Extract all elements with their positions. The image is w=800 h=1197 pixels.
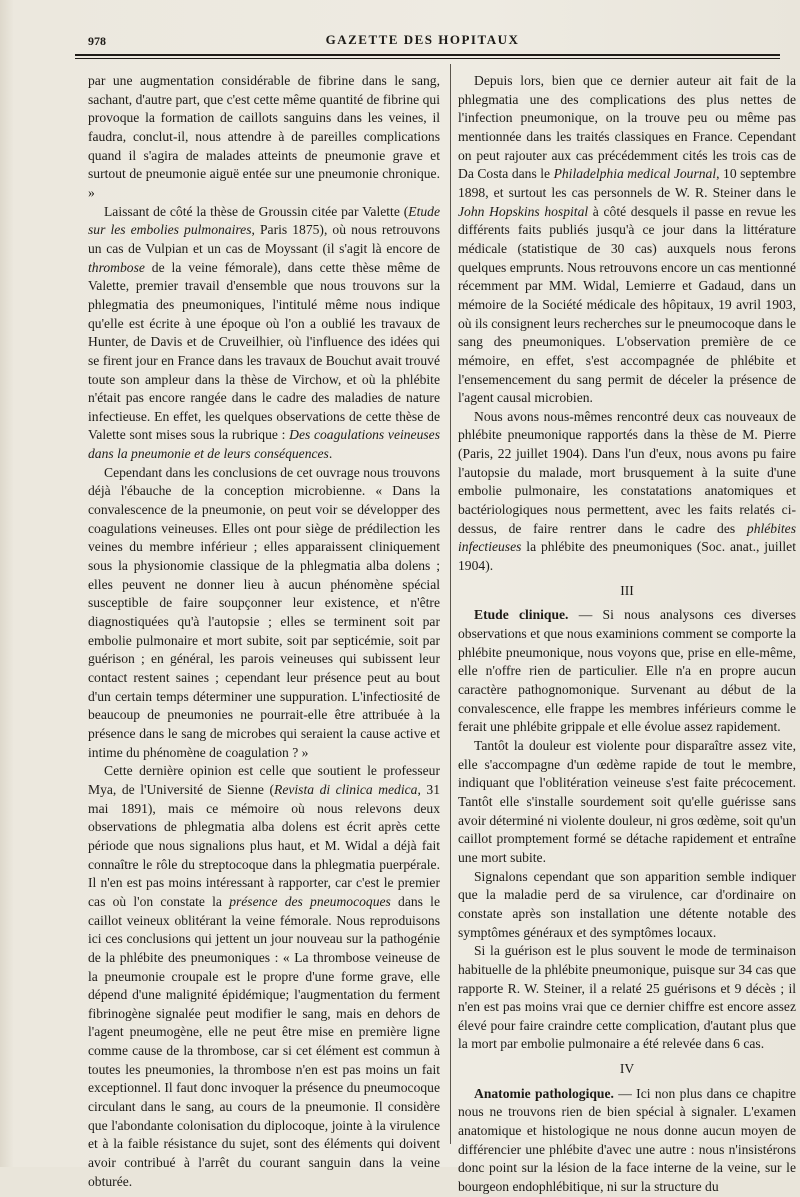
- paragraph: par une augmentation considérable de fibrine dans le sang, sachant, d'autre part, que c'est cette même quantité de fibrine qui provoque la formation de caillots sanguins dans les veines, il faudra, conclut-il, nous attendre à de pareilles complications quand il s'agira de malades atteints de pneumonie grave et surtout de pneumonie aiguë entée sur une pneumonie chronique. »: [88, 73, 440, 200]
- paragraph: Tantôt la douleur est violente pour disparaître assez vite, elle s'accompagne d'un œdème rapide de tout le membre, indiquant que l'oblitération veineuse s'est faite précocement. Tantôt elle s'installe sourdement soit qu'elle guérisse sans avoir déterminé ni violente douleur, ni gros œdème, soit qu'un caillot promptement formé se détache rapidement et entraîne une mort subite.: [458, 737, 796, 865]
- paragraph: Cependant dans les conclusions de cet ouvrage nous trouvons déjà l'ébauche de la conception microbienne. « Dans la convalescence de la pneumonie, on peut voir se développer des coagulations veineuses. Elles ont pour siège de prédilection les veines du membre inférieur ; elles apparaissent cliniquement sous la physionomie classique de la phlegmatia alba dolens ; elles peuvent ne donner lieu à aucun phénomène spécial susceptible de faire soupçonner leur existence, et n'être diagnostiquées qu'à l'autopsie ; elles se terminent soit par embolie pulmonaire et mort subite, soit par septicémie, soit par guérison ; en général, les parois veineuses qui subissent leur contact restent saines ; cependant leur présence peut au bout d'un certain temps déterminer une suppuration. L'infectiosité de beaucoup de pneumonies ne pourrait-elle être attribuée à la présence dans le sang de microbes qui seraient la cause active et intime du phénomène de coagulation ? »: [88, 464, 440, 760]
- paragraph: Etude clinique. — Si nous analysons ces diverses observations et que nous examinions comment se comporte la phlébite pneumonique, nous voyons que, prise en elle-même, elle n'offre rien de particulier. Elle n'a en propre aucun caractère pathognomonique. Survenant au début de la convalescence, elle frappe les membres inférieurs comme le ferait une phlébite grippale et elle évolue assez rapidement.: [458, 607, 796, 735]
- header-rule: [75, 54, 780, 56]
- page-number: 978: [88, 34, 106, 48]
- column-divider: [450, 64, 451, 1144]
- paragraph: Cette dernière opinion est celle que soutient le professeur Mya, de l'Université de Sienne (Revista di clinica medica, 31 mai 1891), mais ce mémoire où nous relevons deux observations de phlegmatia alba dolens est écrit après cette période que nous signalions plus haut, et M. Widal a déjà fait connaître le rôle du streptocoque dans la phlegmatia puerpérale. Il n'en est pas moins intéressant à rapporter, car c'est le premier cas où l'on constate la présence des pneumocoques dans le caillot veineux oblitérant la veine fémorale. Nous reproduisons ici ces conclusions qui jettent un jour nouveau sur la pathogénie de la phlébite des pneumoniques : « La thrombose veineuse de la pneumonie croupale est le propre d'une forme grave, elle dépend d'une malignité épidémique; l'augmentation du ferment fibrinogène signalée peut modifier le sang, mais en dehors de l'agent pneumogène, elle ne peut être mise en première ligne comme cause de la thrombose, car si cet élément est commun à toutes les pneumonies, la thrombose n'en est pas moins un fait exceptionnel. Il faut donc invoquer la présence du pneumocoque circulant dans le sang, au cours de la pneumonie. Il considère que l'abondante colonisation du diplocoque, jointe à la virulence et à la faible résistance du sujet, sont des éléments qui doivent avoir contribué à l'arrêt du courant sanguin dans la veine obturée.: [88, 763, 440, 1189]
- header-rule-thin: [75, 58, 780, 59]
- paragraph: Depuis lors, bien que ce dernier auteur ait fait de la phlegmatia une des complications des plus nettes de l'infection pneumonique, on la trouve peu ou même pas mentionnée dans les traités classiques en France. Cependant on peut rajouter aux cas précédemment cités les trois cas de Da Costa dans le Philadelphia medical Journal, 10 septembre 1898, et surtout les cas personnels de W. R. Steiner dans le John Hopskins hospital à côté desquels il passe en revue les différents faits publiés jusqu'à ce jour dans la littérature médicale (statistique de 30 cas) auxquels nous ferons quelques emprunts. Nous retrouvons encore un cas mentionné récemment par MM. Widal, Lemierre et Gadaud, dans un mémoire de la Société médicale des hôpitaux, 19 avril 1903, où ils consignent leurs recherches sur le pneumocoque dans le sang des pneumoniques. L'observation première de ce mémoire, en effet, s'est accompagnée de phlébite et l'ensemencement du sang permit de déceler la présence de l'agent causal microbien.: [458, 73, 797, 406]
- right-column: [458, 72, 796, 1197]
- page-header: [70, 28, 775, 54]
- paragraph: Anatomie pathologique. — Ici non plus dans ce chapitre nous ne trouvons rien de bien spécial à signaler. L'examen anatomique et histologique ne nous donne aucun moyen de différencier une phlébite d'avec une autre : nous n'insistérons donc point sur la lésion de la face interne de la veine, sur le bourgeon endophlébitique, ni sur la structure du: [458, 1085, 797, 1195]
- paragraph: Si la guérison est le plus souvent le mode de terminaison habituelle de la phlébite pneumonique, puisque sur 34 cas que rapporte R. W. Steiner, il a relaté 25 guérisons et 9 décès ; il n'en est pas moins vrai que ce dernier chiffre est encore assez élevé pour faire craindre cette complication, d'autant plus que la mort par embolie pulmonaire a été relevée dans 6 cas.: [458, 943, 796, 1052]
- section-heading: IV: [619, 1061, 635, 1077]
- paragraph: Signalons cependant que son apparition semble indiquer que la maladie perd de sa virulence, car d'ordinaire on constate après son installation une détente notable des symptômes généraux et des symptômes locaux.: [458, 868, 796, 940]
- paragraph: Nous avons nous-mêmes rencontré deux cas nouveaux de phlébite pneumonique rapportés dans la thèse de M. Pierre (Paris, 22 juillet 1904). Dans l'un d'eux, nous avons pu faire l'autopsie du malade, mort brusquement à la suite d'une embolie pulmonaire, les constatations anatomiques et bactériologiques nous permettent, avec les faits relatés ci-dessus, de faire rentrer dans le cadre des phlébites infectieuses la phlébite des pneumoniques (Soc. anat., juillet 1904).: [458, 408, 796, 574]
- left-column: [88, 72, 440, 1191]
- journal-title: GAZETTE DES HOPITAUX: [325, 32, 520, 47]
- paragraph: Laissant de côté la thèse de Groussin citée par Valette (Etude sur les embolies pulmonaires, Paris 1875), où nous retrouvons un cas de Vulpian et un cas de Moyssant (il s'agit là encore de thrombose de la veine fémorale), dans cette thèse même de Valette, premier travail d'ensemble que nous trouvons sur la phlegmatia des pneumoniques, l'intitulé même nous indique qu'elle est écrite à une époque où l'on a oublié les travaux de Hunter, de Davis et de Cruveilhier, où l'influence des idées qui se firent jour en France dans les travaux de Bouchut avait trouvé toute son ampleur dans la thèse de Virchow, et où la phlébite n'était pas encore rangée dans le cadre des maladies de nature infectieuse. En effet, les quelques observations de cette thèse de Valette sont mises sous la rubrique : Des coagulations veineuses dans la pneumonie et de leurs conséquences.: [88, 203, 440, 462]
- section-heading: III: [620, 582, 634, 598]
